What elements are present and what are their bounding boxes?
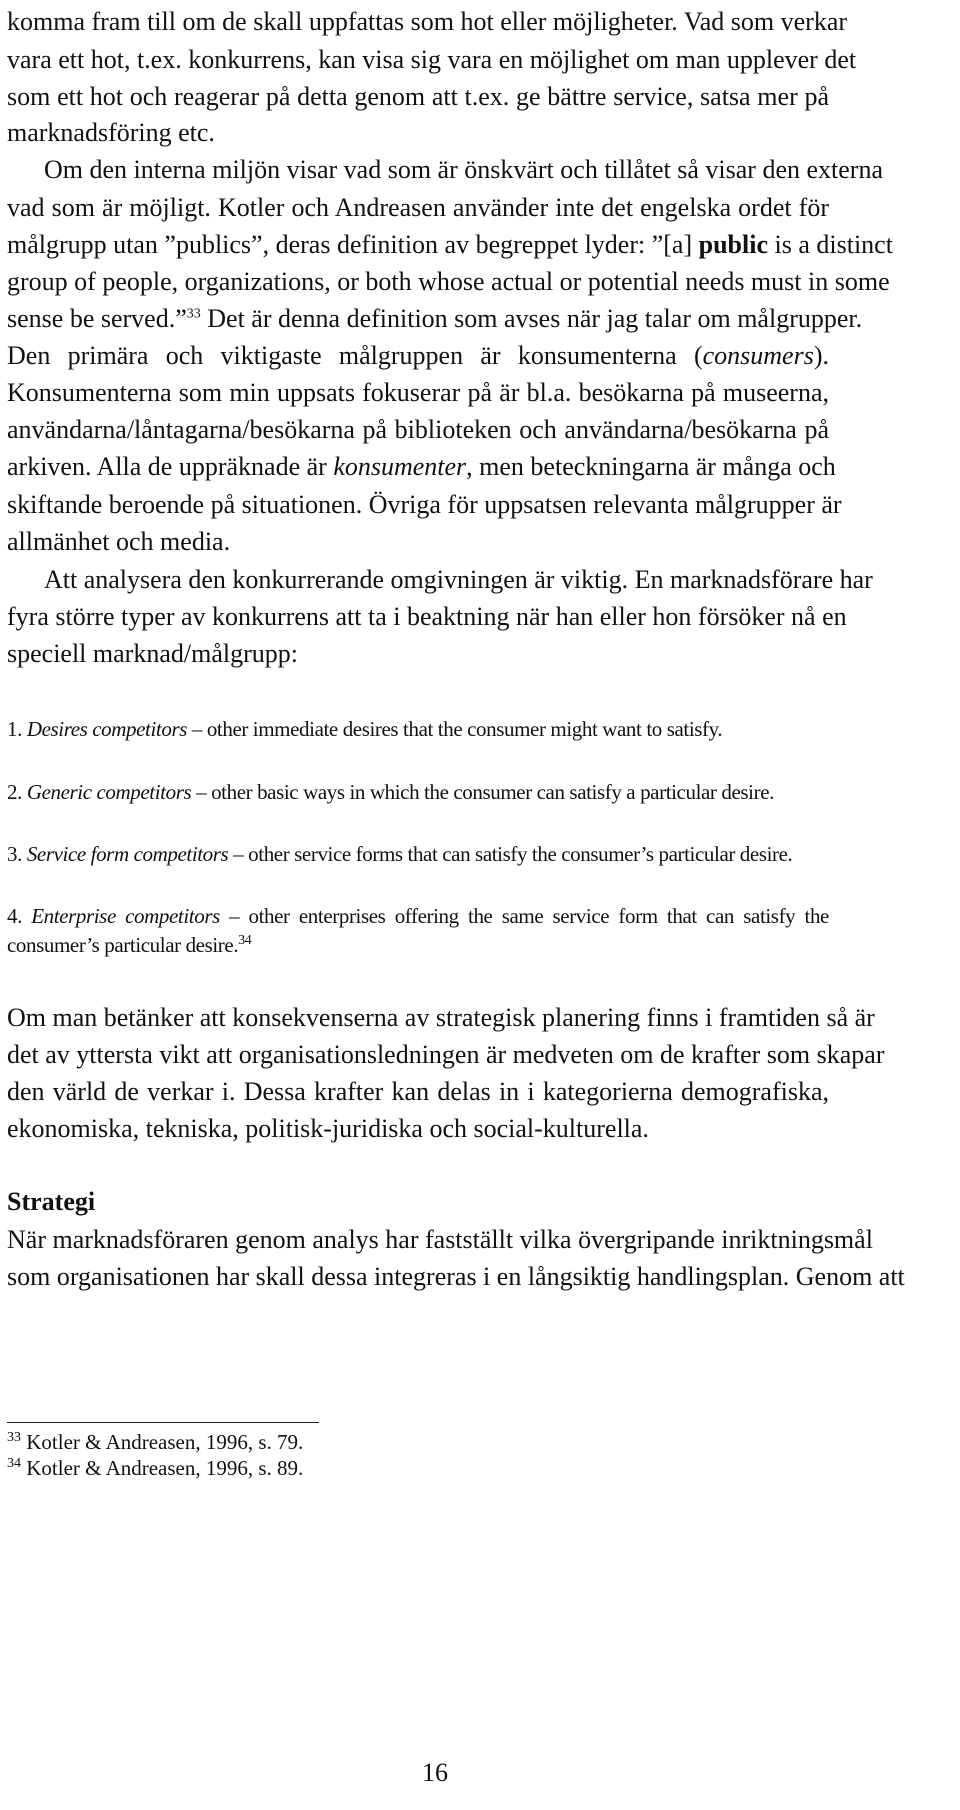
body-line: speciell marknad/målgrupp: <box>7 639 298 668</box>
list-item: 4. Enterprise competitors – other enterprises offering the same service form that can satisfy the <box>7 904 829 928</box>
body-line: Konsumenterna som min uppsats fokuserar på är bl.a. besökarna på museerna, <box>7 378 829 407</box>
list-item: 2. Generic competitors – other basic ways in which the consumer can satisfy a particular desire. <box>7 780 774 804</box>
body-line: skiftande beroende på situationen. Övriga för uppsatsen relevanta målgrupper är <box>7 490 842 519</box>
section-heading: Strategi <box>7 1187 96 1216</box>
body-line: allmänhet och media. <box>7 527 231 556</box>
list-item-continuation: consumer’s particular desire.$^{34}$ <box>7 933 252 957</box>
body-line: fyra större typer av konkurrens att ta i beaktning när han eller hon försöker nå en <box>7 602 847 631</box>
body-line: Om man betänker att konsekvenserna av strategisk planering finns i framtiden så är <box>7 1003 875 1032</box>
body-line: När marknadsföraren genom analys har fastställt vilka övergripande inriktningsmål <box>7 1225 873 1254</box>
body-line: group of people, organizations, or both whose actual or potential needs must in some <box>7 267 890 296</box>
body-line: Att analysera den konkurrerande omgivningen är viktig. En marknadsförare har <box>44 565 873 594</box>
footnote: $^{33}$ Kotler & Andreasen, 1996, s. 79. <box>7 1430 304 1454</box>
body-line: Om den interna miljön visar vad som är önskvärt och tillåtet så visar den externa <box>44 155 883 184</box>
bold-term: public <box>698 230 769 259</box>
body-line: användarna/låntagarna/besökarna på biblioteken och användarna/besökarna på <box>7 415 829 444</box>
body-line: det av yttersta vikt att organisationsledningen är medveten om de krafter som skapar <box>7 1040 885 1069</box>
body-line: marknadsföring etc. <box>7 118 215 147</box>
body-line: vad som är möjligt. Kotler och Andreasen använder inte det engelska ordet för <box>7 193 829 222</box>
footnote-ref: 33 <box>186 306 201 322</box>
body-line: komma fram till om de skall uppfattas som hot eller möjligheter. Vad som verkar <box>7 7 848 36</box>
list-item: 1. Desires competitors – other immediate desires that the consumer might want to satisfy. <box>7 717 723 741</box>
body-line: som organisationen har skall dessa integreras i en långsiktig handlingsplan. Genom att <box>7 1262 905 1291</box>
page-number: 16 <box>422 1758 448 1787</box>
list-item: 3. Service form competitors – other service forms that can satisfy the consumer’s particular desire. <box>7 842 793 866</box>
body-line: den värld de verkar i. Dessa krafter kan delas in i kategorierna demografiska, <box>7 1077 829 1106</box>
body-line: som ett hot och reagerar på detta genom att t.ex. ge bättre service, satsa mer på <box>7 82 829 111</box>
footnote: $^{34}$ Kotler & Andreasen, 1996, s. 89. <box>7 1456 304 1480</box>
body-line: sense be served.”$^{33}$ Det är denna definition som avses när jag talar om målgrupper. <box>7 304 863 333</box>
footnote-separator <box>7 1422 319 1423</box>
body-line: ekonomiska, tekniska, politisk-juridiska och social-kulturella. <box>7 1114 649 1143</box>
body-line: målgrupp utan ”publics”, deras definition av begreppet lyder: ”[a] public is a distinct <box>7 230 893 259</box>
body-line: arkiven. Alla de uppräknade är konsumenter, men beteckningarna är många och <box>7 452 836 481</box>
footnote-ref: 34 <box>238 933 252 948</box>
body-line: Den primära och viktigaste målgruppen är konsumenterna (consumers). <box>7 341 829 370</box>
body-line: vara ett hot, t.ex. konkurrens, kan visa sig vara en möjlighet om man upplever det <box>7 45 857 74</box>
